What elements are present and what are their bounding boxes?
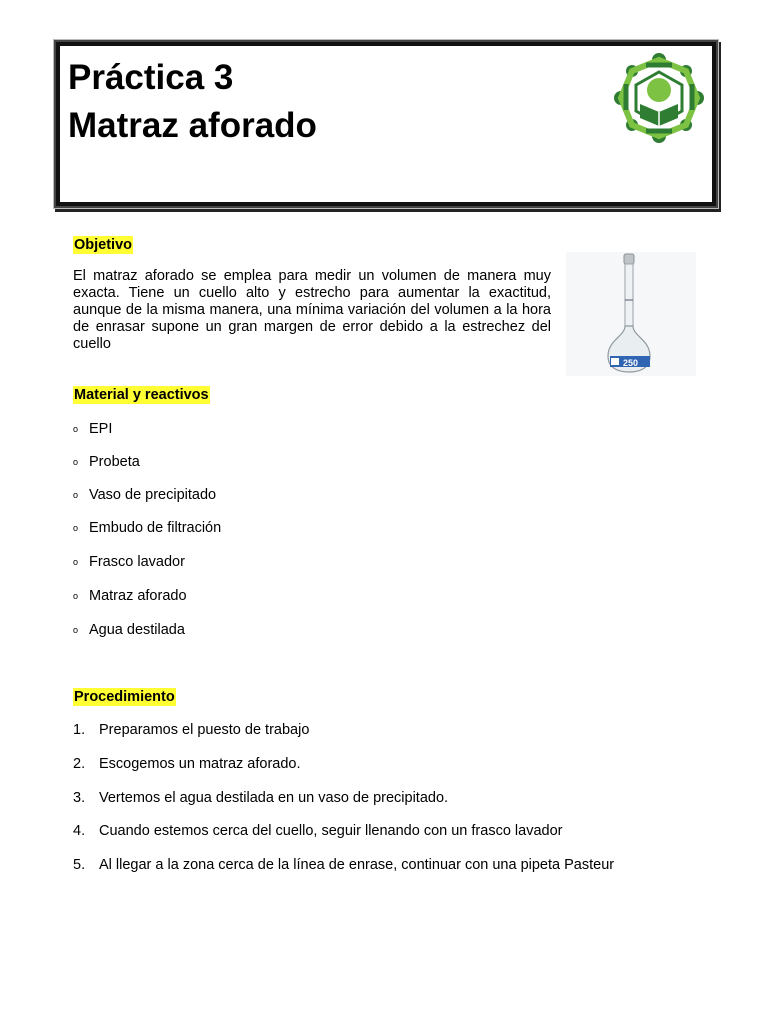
list-item: 2. Escogemos un matraz aforado.	[73, 756, 301, 772]
list-item: 1. Preparamos el puesto de trabajo	[73, 722, 310, 738]
volumetric-flask-image	[566, 252, 696, 376]
page-title-line-2: Matraz aforado	[68, 106, 317, 145]
bullet-icon: o	[73, 490, 79, 501]
list-item: 4. Cuando estemos cerca del cuello, seguir llenando con un frasco lavador	[73, 823, 563, 839]
list-item: o EPI	[73, 419, 112, 439]
bullet-icon: o	[73, 523, 79, 534]
list-item: 3. Vertemos el agua destilada en un vaso de precipitado.	[73, 790, 449, 806]
procedure-heading: Procedimiento	[74, 689, 175, 705]
list-item: o Embudo de filtración	[73, 518, 221, 538]
list-item: 5. Al llegar a la zona cerca de la línea de enrase, continuar con una pipeta Pasteur	[73, 857, 615, 873]
materials-heading: Material y reactivos	[74, 387, 209, 403]
objective-heading: Objetivo	[74, 237, 133, 253]
bullet-icon: o	[73, 457, 79, 468]
list-item: o Matraz aforado	[73, 586, 187, 606]
objective-text: El matraz aforado se emplea para medir un volumen de manera muy exacta. Tiene un cuello alto y estrecho para aumentar la exactitud, aunque de la misma manera, una mínima variación del volumen a la hora de enrasar supone un gran margen de error debido a la estrechez del cuello	[73, 268, 551, 352]
bullet-icon: o	[73, 557, 79, 568]
list-item: o Vaso de precipitado	[73, 485, 216, 505]
bullet-icon: o	[73, 424, 79, 435]
flask-volume-label: 250	[623, 358, 639, 368]
school-logo-icon	[604, 46, 714, 150]
list-item: o Probeta	[73, 452, 140, 472]
list-item: o Agua destilada	[73, 620, 185, 640]
list-item: o Frasco lavador	[73, 552, 185, 572]
page-title-line-1: Práctica 3	[68, 58, 234, 97]
bullet-icon: o	[73, 591, 79, 602]
bullet-icon: o	[73, 625, 79, 636]
